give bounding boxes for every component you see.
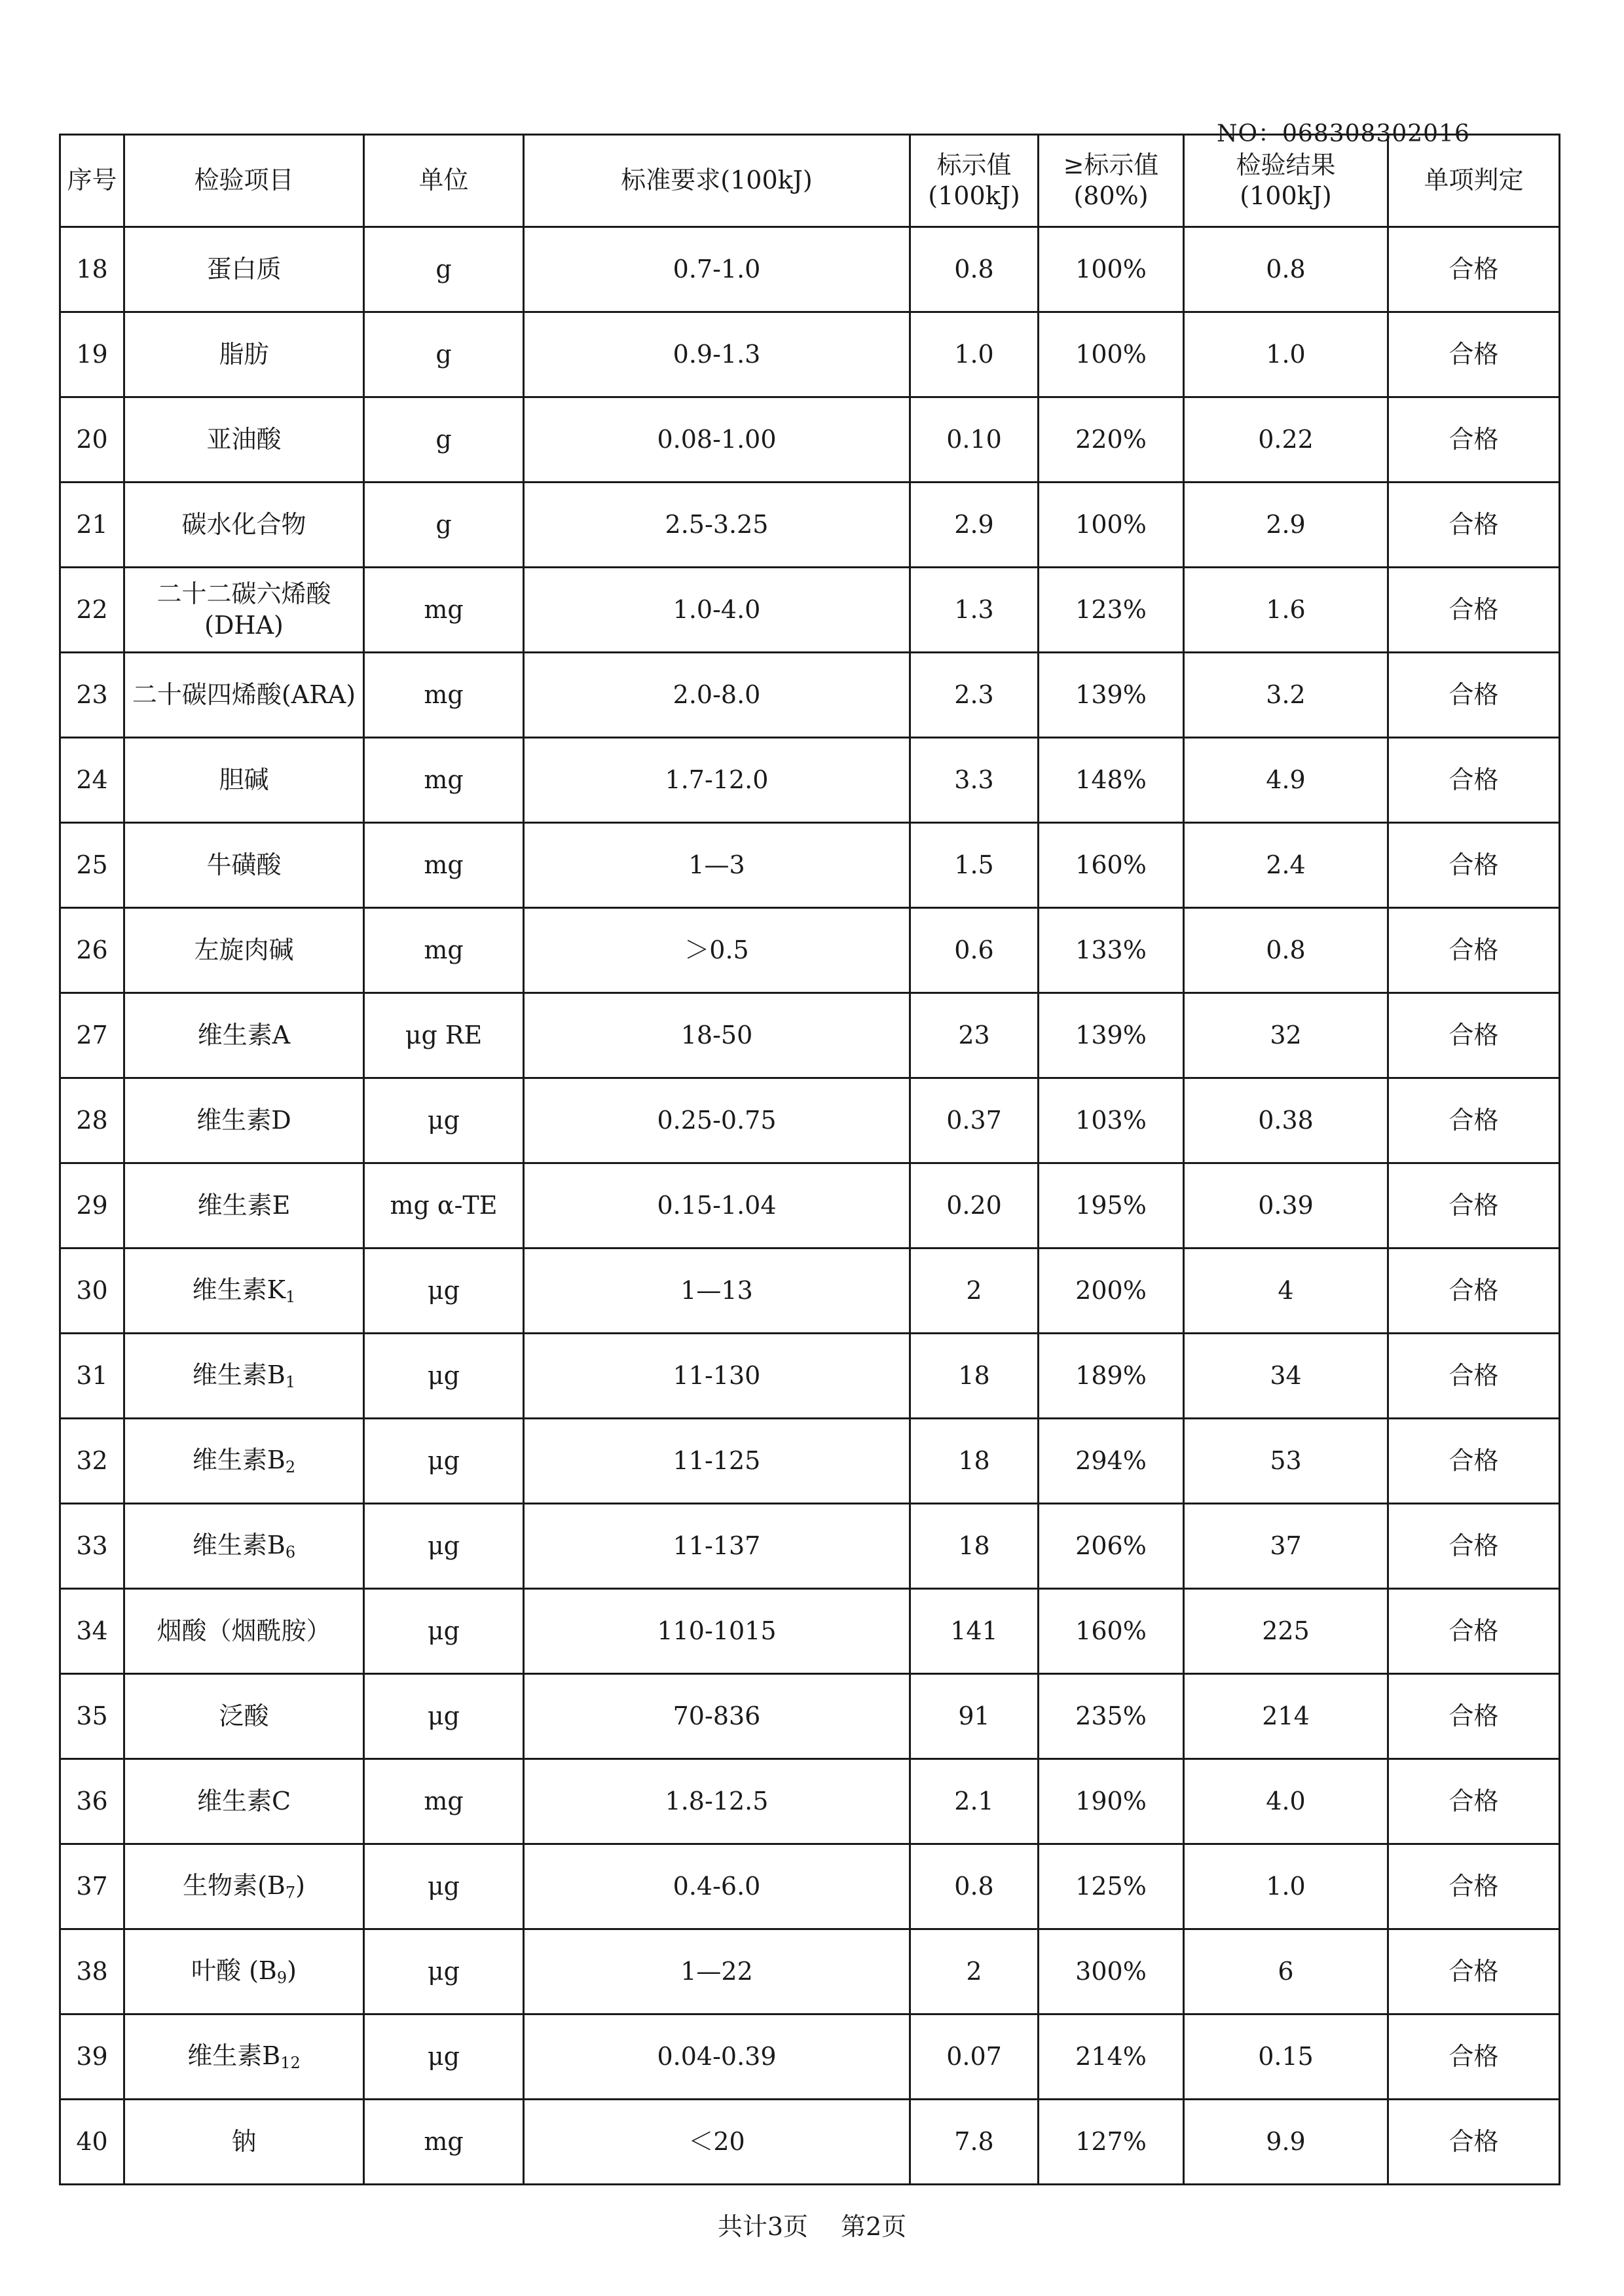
- item-text: [193, 1531, 295, 1559]
- cell-ge-label-pct: 206%: [1039, 1504, 1184, 1589]
- cell-item: [124, 1163, 364, 1248]
- cell-result: 0.8: [1184, 227, 1388, 312]
- cell-judgement: 合格: [1388, 227, 1560, 312]
- cell-judgement: 合格: [1388, 1078, 1560, 1163]
- cell-item: [124, 1504, 364, 1589]
- cell-unit: mg: [364, 1759, 524, 1844]
- cell-item: [124, 397, 364, 483]
- cell-unit: μg: [364, 1248, 524, 1334]
- item-main-text: 维生素E: [197, 1190, 291, 1220]
- cell-standard: 1—13: [524, 1248, 910, 1334]
- footer-total-pages: 共计3页: [717, 2212, 808, 2241]
- item-text: [157, 579, 331, 608]
- cell-standard: 1—22: [524, 1929, 910, 2014]
- item-main-text: 碳水化合物: [181, 509, 306, 539]
- cell-judgement: 合格: [1388, 1163, 1560, 1248]
- cell-standard: 11-137: [524, 1504, 910, 1589]
- cell-ge-label-pct: 235%: [1039, 1674, 1184, 1759]
- cell-ge-label-pct: 160%: [1039, 823, 1184, 908]
- cell-ge-label-pct: 125%: [1039, 1844, 1184, 1929]
- cell-judgement: 合格: [1388, 312, 1560, 397]
- cell-judgement: 合格: [1388, 483, 1560, 568]
- cell-item: [124, 2014, 364, 2100]
- report-number: NO：068308302016: [1217, 120, 1470, 147]
- footer-current-page: 第2页: [841, 2212, 907, 2241]
- cell-seq: 27: [60, 993, 124, 1078]
- cell-item: [124, 1248, 364, 1334]
- cell-seq: 31: [60, 1334, 124, 1419]
- item-text: [196, 1106, 291, 1135]
- cell-judgement: 合格: [1388, 1844, 1560, 1929]
- item-text: [181, 510, 306, 539]
- cell-unit: μg: [364, 1504, 524, 1589]
- item-text: [219, 765, 268, 794]
- cell-judgement: 合格: [1388, 1589, 1560, 1674]
- cell-standard: 0.08-1.00: [524, 397, 910, 483]
- cell-judgement: 合格: [1388, 2100, 1560, 2185]
- cell-label-value: 2.1: [910, 1759, 1039, 1844]
- cell-item: [124, 1929, 364, 2014]
- table-row: [60, 1759, 1560, 1844]
- cell-judgement: 合格: [1388, 397, 1560, 483]
- item-main-text: 牛磺酸: [206, 850, 282, 879]
- cell-result: 37: [1184, 1504, 1388, 1589]
- cell-result: 1.0: [1184, 1844, 1388, 1929]
- cell-result: 1.0: [1184, 312, 1388, 397]
- cell-ge-label-pct: 123%: [1039, 568, 1184, 653]
- cell-result: 6: [1184, 1929, 1388, 2014]
- cell-item: [124, 1078, 364, 1163]
- item-main-text: 维生素C: [196, 1786, 291, 1815]
- cell-label-value: 0.6: [910, 908, 1039, 993]
- cell-item: [124, 2100, 364, 2185]
- cell-label-value: 0.07: [910, 2014, 1039, 2100]
- item-text: [157, 1616, 331, 1645]
- cell-judgement: 合格: [1388, 568, 1560, 653]
- cell-unit: μg: [364, 1844, 524, 1929]
- item-text: [198, 1191, 291, 1220]
- cell-result: 53: [1184, 1419, 1388, 1504]
- cell-result: 34: [1184, 1334, 1388, 1419]
- cell-label-value: 0.8: [910, 1844, 1039, 1929]
- cell-label-value: 2: [910, 1248, 1039, 1334]
- cell-standard: 0.4-6.0: [524, 1844, 910, 1929]
- cell-standard: 1.7-12.0: [524, 738, 910, 823]
- cell-ge-label-pct: 103%: [1039, 1078, 1184, 1163]
- cell-unit: mg: [364, 823, 524, 908]
- cell-ge-label-pct: 294%: [1039, 1419, 1184, 1504]
- cell-item: [124, 312, 364, 397]
- item-text: [187, 2041, 300, 2070]
- table-row: [60, 483, 1560, 568]
- cell-result: 0.38: [1184, 1078, 1388, 1163]
- table-row: [60, 1929, 1560, 2014]
- header-judgement: 单项判定: [1388, 135, 1560, 227]
- item-main-text: 钠: [231, 2126, 257, 2156]
- cell-unit: mg: [364, 738, 524, 823]
- cell-item: [124, 823, 364, 908]
- cell-result: 2.9: [1184, 483, 1388, 568]
- cell-unit: μg: [364, 2014, 524, 2100]
- item-text: [206, 850, 281, 879]
- cell-label-value: 2.3: [910, 653, 1039, 738]
- cell-unit: μg: [364, 1419, 524, 1504]
- cell-judgement: 合格: [1388, 993, 1560, 1078]
- table-row: [60, 823, 1560, 908]
- header-label-value: [910, 135, 1039, 227]
- cell-seq: 22: [60, 568, 124, 653]
- cell-unit: μg: [364, 1929, 524, 2014]
- cell-standard: 11-125: [524, 1419, 910, 1504]
- cell-result: 0.8: [1184, 908, 1388, 993]
- cell-ge-label-pct: 300%: [1039, 1929, 1184, 2014]
- cell-seq: 25: [60, 823, 124, 908]
- table-row: [60, 1504, 1560, 1589]
- item-main-text: 维生素B: [187, 2041, 281, 2070]
- cell-item: [124, 1759, 364, 1844]
- cell-judgement: 合格: [1388, 653, 1560, 738]
- cell-standard: 110-1015: [524, 1589, 910, 1674]
- cell-ge-label-pct: 139%: [1039, 993, 1184, 1078]
- cell-judgement: 合格: [1388, 1929, 1560, 2014]
- header-result: [1184, 135, 1388, 227]
- header-ge-label-line1: ≥标示值: [1063, 150, 1159, 179]
- cell-standard: 2.0-8.0: [524, 653, 910, 738]
- table-row: [60, 908, 1560, 993]
- cell-item: [124, 1589, 364, 1674]
- item-subscript: 1: [285, 1373, 296, 1391]
- cell-seq: 29: [60, 1163, 124, 1248]
- item-main-text: 蛋白质: [206, 254, 282, 283]
- cell-item: [124, 653, 364, 738]
- cell-seq: 33: [60, 1504, 124, 1589]
- item-text: [193, 1360, 295, 1389]
- table-row: [60, 2014, 1560, 2100]
- cell-unit: mg: [364, 2100, 524, 2185]
- table-header-row: [60, 135, 1560, 227]
- cell-standard: 18-50: [524, 993, 910, 1078]
- cell-ge-label-pct: 100%: [1039, 227, 1184, 312]
- item-main-text: 脂肪: [219, 339, 269, 369]
- item-text: [206, 255, 281, 283]
- cell-result: 3.2: [1184, 653, 1388, 738]
- table-row: [60, 993, 1560, 1078]
- header-unit: 单位: [364, 135, 524, 227]
- cell-standard: 2.5-3.25: [524, 483, 910, 568]
- header-label-value-line1: 标示值: [936, 150, 1012, 179]
- table-row: [60, 568, 1560, 653]
- cell-result: 4.9: [1184, 738, 1388, 823]
- cell-ge-label-pct: 133%: [1039, 908, 1184, 993]
- cell-judgement: 合格: [1388, 1759, 1560, 1844]
- cell-unit: μg: [364, 1078, 524, 1163]
- item-subscript: 6: [285, 1543, 296, 1561]
- cell-unit: g: [364, 312, 524, 397]
- cell-seq: 28: [60, 1078, 124, 1163]
- cell-seq: 32: [60, 1419, 124, 1504]
- cell-ge-label-pct: 100%: [1039, 483, 1184, 568]
- item-subscript: 1: [286, 1288, 296, 1306]
- item-main-text: 维生素B: [192, 1446, 286, 1474]
- item-main-text: 维生素K: [192, 1275, 286, 1304]
- cell-result: 2.4: [1184, 823, 1388, 908]
- cell-seq: 35: [60, 1674, 124, 1759]
- item-subscript: 9: [276, 1969, 287, 1987]
- cell-unit: μg: [364, 1334, 524, 1419]
- cell-item: [124, 568, 364, 653]
- cell-result: 1.6: [1184, 568, 1388, 653]
- header-ge-label-line2: (80%): [1073, 181, 1149, 210]
- header-seq: 序号: [60, 135, 124, 227]
- cell-label-value: 18: [910, 1334, 1039, 1419]
- cell-judgement: 合格: [1388, 1419, 1560, 1504]
- header-label-value-line2: (100kJ): [928, 181, 1020, 210]
- item-main-text: 胆碱: [219, 765, 269, 794]
- cell-standard: 0.7-1.0: [524, 227, 910, 312]
- cell-seq: 23: [60, 653, 124, 738]
- table-row: [60, 312, 1560, 397]
- item-text: [219, 1702, 268, 1730]
- cell-result: 32: [1184, 993, 1388, 1078]
- cell-label-value: 141: [910, 1589, 1039, 1674]
- item-main-text: 二十碳四烯酸(ARA): [132, 680, 356, 709]
- cell-judgement: 合格: [1388, 1248, 1560, 1334]
- cell-seq: 37: [60, 1844, 124, 1929]
- cell-ge-label-pct: 100%: [1039, 312, 1184, 397]
- cell-unit: μg RE: [364, 993, 524, 1078]
- cell-seq: 36: [60, 1759, 124, 1844]
- cell-ge-label-pct: 189%: [1039, 1334, 1184, 1419]
- cell-ge-label-pct: 195%: [1039, 1163, 1184, 1248]
- item-text: [132, 680, 356, 709]
- table-row: [60, 1163, 1560, 1248]
- item-main-text: 亚油酸: [206, 424, 282, 454]
- cell-standard: 0.25-0.75: [524, 1078, 910, 1163]
- header-item: 检验项目: [124, 135, 364, 227]
- cell-ge-label-pct: 214%: [1039, 2014, 1184, 2100]
- cell-result: 0.15: [1184, 2014, 1388, 2100]
- cell-result: 0.39: [1184, 1163, 1388, 1248]
- table-row: [60, 1844, 1560, 1929]
- cell-label-value: 3.3: [910, 738, 1039, 823]
- cell-judgement: 合格: [1388, 738, 1560, 823]
- item-subscript: 12: [280, 2054, 301, 2072]
- cell-judgement: 合格: [1388, 823, 1560, 908]
- cell-ge-label-pct: 160%: [1039, 1589, 1184, 1674]
- cell-item: [124, 1334, 364, 1419]
- cell-judgement: 合格: [1388, 2014, 1560, 2100]
- cell-seq: 18: [60, 227, 124, 312]
- table-row: [60, 1334, 1560, 1419]
- cell-seq: 40: [60, 2100, 124, 2185]
- cell-standard: 0.15-1.04: [524, 1163, 910, 1248]
- cell-label-value: 0.8: [910, 227, 1039, 312]
- table-row: [60, 653, 1560, 738]
- cell-standard: ＜20: [524, 2100, 910, 2185]
- item-main-text: 维生素D: [196, 1105, 291, 1135]
- cell-label-value: 1.0: [910, 312, 1039, 397]
- item-main-text: 泛酸: [219, 1701, 269, 1730]
- cell-label-value: 7.8: [910, 2100, 1039, 2185]
- item-text: [183, 1871, 305, 1900]
- cell-item: [124, 227, 364, 312]
- item-second-line: (DHA): [204, 610, 284, 640]
- cell-seq: 24: [60, 738, 124, 823]
- item-main-text: 叶酸 (B: [191, 1956, 277, 1985]
- table-row: [60, 1589, 1560, 1674]
- cell-judgement: 合格: [1388, 1674, 1560, 1759]
- cell-judgement: 合格: [1388, 908, 1560, 993]
- cell-label-value: 2: [910, 1929, 1039, 2014]
- cell-judgement: 合格: [1388, 1334, 1560, 1419]
- item-main-text: 二十二碳六烯酸: [157, 579, 331, 608]
- cell-ge-label-pct: 148%: [1039, 738, 1184, 823]
- cell-label-value: 23: [910, 993, 1039, 1078]
- cell-standard: 11-130: [524, 1334, 910, 1419]
- cell-unit: mg α-TE: [364, 1163, 524, 1248]
- cell-label-value: 0.20: [910, 1163, 1039, 1248]
- cell-label-value: 1.5: [910, 823, 1039, 908]
- item-text: [191, 1956, 297, 1985]
- table-row: [60, 1419, 1560, 1504]
- header-ge-label: [1039, 135, 1184, 227]
- table-row: [60, 227, 1560, 312]
- cell-ge-label-pct: 139%: [1039, 653, 1184, 738]
- table-row: [60, 1248, 1560, 1334]
- cell-item: [124, 1419, 364, 1504]
- item-text: [193, 1275, 296, 1304]
- item-text: [197, 1787, 291, 1815]
- cell-ge-label-pct: 220%: [1039, 397, 1184, 483]
- table-row: [60, 1078, 1560, 1163]
- table-row: [60, 1674, 1560, 1759]
- cell-seq: 39: [60, 2014, 124, 2100]
- item-tail-text: ): [295, 1871, 305, 1900]
- table-row: [60, 397, 1560, 483]
- cell-result: 0.22: [1184, 397, 1388, 483]
- cell-label-value: 0.10: [910, 397, 1039, 483]
- page-footer: [0, 2206, 1624, 2242]
- cell-seq: 20: [60, 397, 124, 483]
- header-result-line1: 检验结果: [1236, 150, 1336, 179]
- header-standard: 标准要求(100kJ): [524, 135, 910, 227]
- cell-unit: g: [364, 227, 524, 312]
- item-main-text: 烟酸（烟酰胺）: [157, 1616, 331, 1645]
- cell-standard: 1—3: [524, 823, 910, 908]
- cell-ge-label-pct: 190%: [1039, 1759, 1184, 1844]
- table-body: [60, 227, 1560, 2185]
- cell-result: 4.0: [1184, 1759, 1388, 1844]
- cell-result: 225: [1184, 1589, 1388, 1674]
- item-text: [194, 936, 293, 964]
- cell-item: [124, 738, 364, 823]
- cell-judgement: 合格: [1388, 1504, 1560, 1589]
- item-subscript: 7: [285, 1884, 296, 1902]
- cell-label-value: 1.3: [910, 568, 1039, 653]
- cell-standard: 0.04-0.39: [524, 2014, 910, 2100]
- cell-label-value: 0.37: [910, 1078, 1039, 1163]
- cell-unit: mg: [364, 908, 524, 993]
- cell-item: [124, 993, 364, 1078]
- cell-result: 9.9: [1184, 2100, 1388, 2185]
- cell-item: [124, 908, 364, 993]
- item-text: [219, 340, 268, 369]
- cell-result: 4: [1184, 1248, 1388, 1334]
- table-row: [60, 2100, 1560, 2185]
- cell-seq: 30: [60, 1248, 124, 1334]
- cell-standard: 1.8-12.5: [524, 1759, 910, 1844]
- item-subscript: 2: [285, 1458, 296, 1476]
- cell-item: [124, 483, 364, 568]
- cell-unit: μg: [364, 1589, 524, 1674]
- cell-seq: 19: [60, 312, 124, 397]
- cell-seq: 34: [60, 1589, 124, 1674]
- item-main-text: 生物素(B: [183, 1871, 286, 1900]
- cell-unit: mg: [364, 653, 524, 738]
- cell-label-value: 91: [910, 1674, 1039, 1759]
- cell-unit: g: [364, 483, 524, 568]
- item-text: [193, 1446, 295, 1474]
- item-tail-text: ): [287, 1956, 297, 1985]
- cell-item: [124, 1674, 364, 1759]
- cell-seq: 26: [60, 908, 124, 993]
- item-main-text: 左旋肉碱: [194, 935, 294, 964]
- item-main-text: 维生素B: [192, 1360, 286, 1389]
- inspection-table: [59, 134, 1560, 2185]
- cell-ge-label-pct: 127%: [1039, 2100, 1184, 2185]
- cell-standard: ＞0.5: [524, 908, 910, 993]
- cell-standard: 70-836: [524, 1674, 910, 1759]
- cell-standard: 1.0-4.0: [524, 568, 910, 653]
- table-row: [60, 738, 1560, 823]
- cell-seq: 38: [60, 1929, 124, 2014]
- item-main-text: 维生素A: [197, 1020, 291, 1049]
- cell-seq: 21: [60, 483, 124, 568]
- cell-label-value: 18: [910, 1419, 1039, 1504]
- cell-ge-label-pct: 200%: [1039, 1248, 1184, 1334]
- cell-result: 214: [1184, 1674, 1388, 1759]
- cell-label-value: 18: [910, 1504, 1039, 1589]
- header-result-line2: (100kJ): [1240, 181, 1332, 210]
- item-main-text: 维生素B: [192, 1531, 286, 1559]
- cell-unit: g: [364, 397, 524, 483]
- item-text: [206, 425, 281, 454]
- item-text: [231, 2127, 256, 2156]
- cell-item: [124, 1844, 364, 1929]
- cell-unit: mg: [364, 568, 524, 653]
- item-text: [198, 1021, 290, 1049]
- cell-standard: 0.9-1.3: [524, 312, 910, 397]
- cell-label-value: 2.9: [910, 483, 1039, 568]
- cell-unit: μg: [364, 1674, 524, 1759]
